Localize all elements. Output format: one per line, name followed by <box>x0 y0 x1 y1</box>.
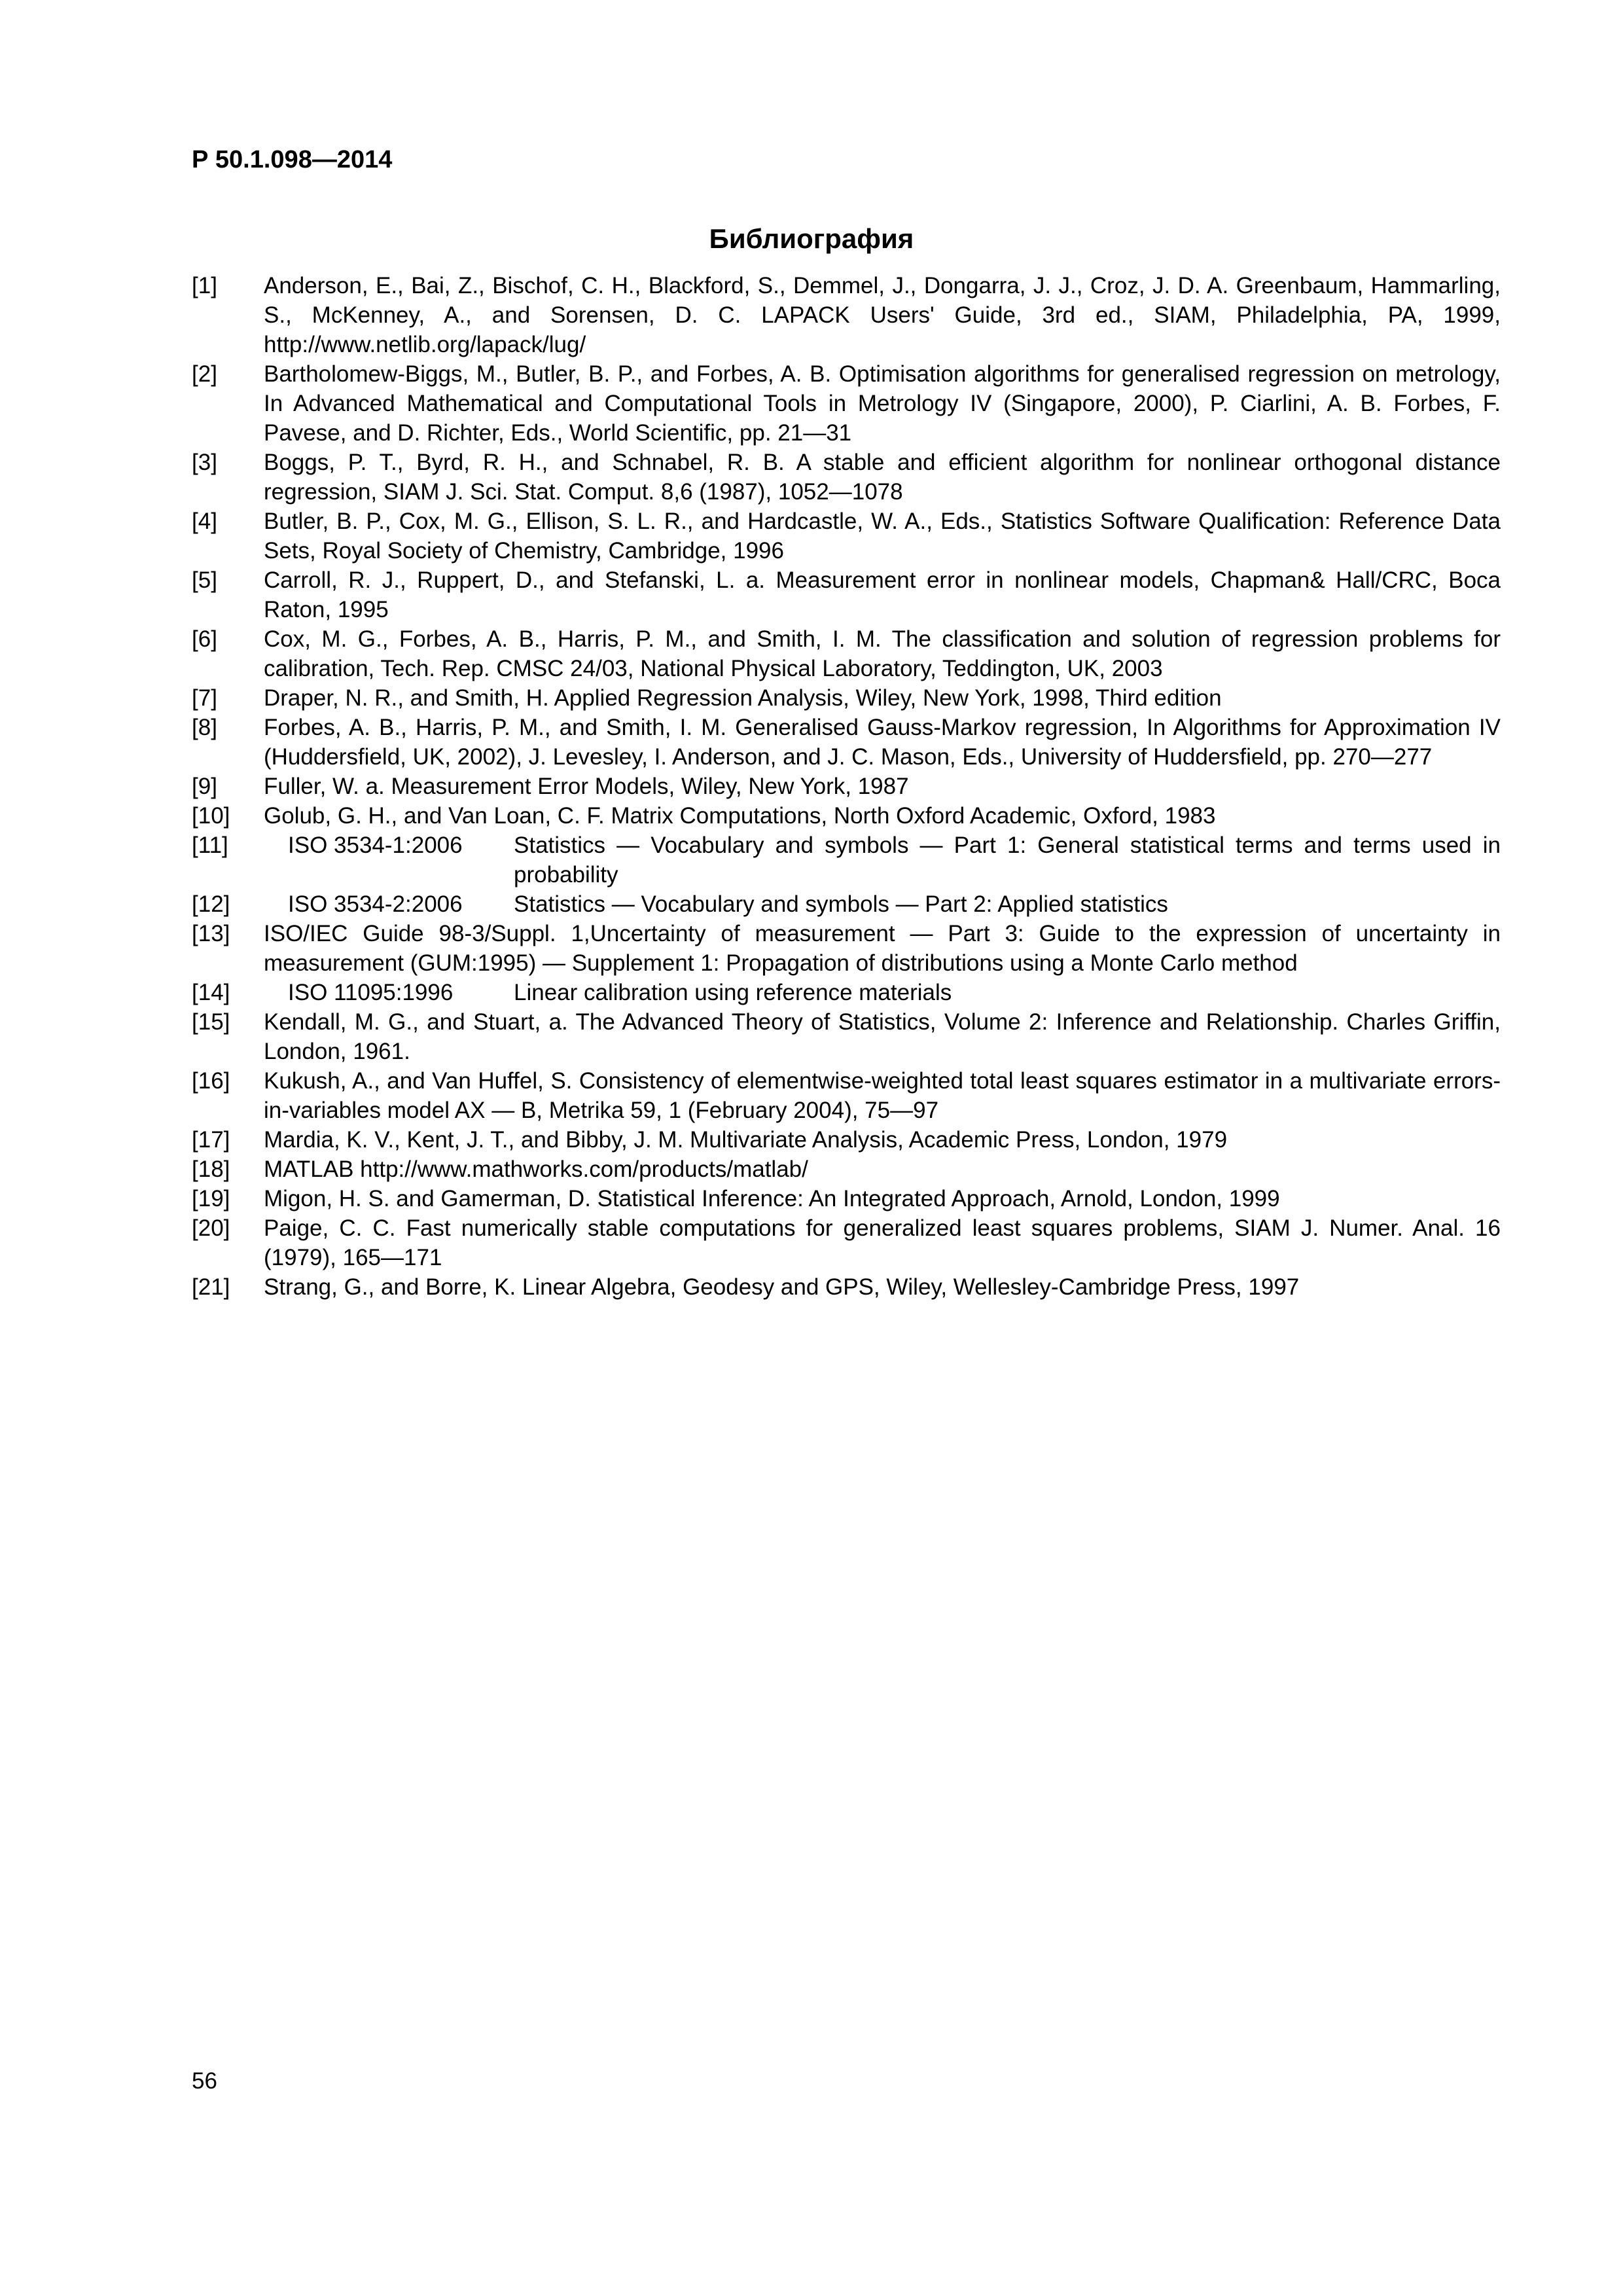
section-title: Библиография <box>709 223 914 254</box>
reference-list <box>192 271 1501 1302</box>
reference-number: [15] <box>192 1009 230 1035</box>
reference-number: [18] <box>192 1157 230 1182</box>
reference-item <box>192 507 1501 565</box>
reference-number: [19] <box>192 1186 230 1211</box>
reference-item <box>192 919 1501 978</box>
reference-number: [6] <box>192 626 217 652</box>
reference-number: [1] <box>192 273 217 298</box>
reference-item <box>192 683 1501 713</box>
reference-text: Boggs, P. T., Byrd, R. H., and Schnabel, R. B. A stable and efficient algorithm for nonlinear orthogonal distance regression, SIAM J. Sci. Stat. Comput. 8,6 (1987), 1052—1078 <box>264 450 1501 505</box>
reference-item <box>192 801 1501 831</box>
reference-number: [7] <box>192 685 217 711</box>
reference-text: Forbes, A. B., Harris, P. M., and Smith, I. M. Generalised Gauss-Markov regression, In Algorithms for Approximation IV (Huddersfield, UK, 2002), J. Levesley, I. Anderson, and J. C. Mason, Eds., University of Huddersfield, pp. 270—277 <box>264 715 1501 770</box>
document-number: Р 50.1.098—2014 <box>192 146 393 173</box>
reference-number: [13] <box>192 921 230 946</box>
reference-text: Paige, C. C. Fast numerically stable computations for generalized least squares problems, SIAM J. Numer. Anal. 16 (1979), 165—171 <box>264 1215 1501 1270</box>
reference-item <box>192 271 1501 359</box>
reference-standard-code: ISO 11095:1996 <box>288 980 454 1005</box>
reference-text: Carroll, R. J., Ruppert, D., and Stefanski, L. a. Measurement error in nonlinear models, Chapman& Hall/CRC, Boca Raton, 1995 <box>264 567 1501 622</box>
reference-text: Anderson, E., Bai, Z., Bischof, C. H., Blackford, S., Demmel, J., Dongarra, J. J., Croz, J. D. A. Greenbaum, Hammarling, S., McKenney, A., and Sorensen, D. C. LAPACK Users' Guide, 3rd ed., SIAM, Philadelphia, PA, 1999, http://www.netlib.org/lapack/lug/ <box>264 273 1501 357</box>
reference-text: Mardia, K. V., Kent, J. T., and Bibby, J. M. Multivariate Analysis, Academic Press, London, 1979 <box>264 1127 1228 1153</box>
reference-text: Bartholomew-Biggs, M., Butler, B. P., and Forbes, A. B. Optimisation algorithms for generalised regression on metrology, In Advanced Mathematical and Computational Tools in Metrology IV (Singapore, 2000), P. Ciarlini, A. B. Forbes, F. Pavese, and D. Richter, Eds., World Scientific, pp. 21—31 <box>264 361 1501 446</box>
reference-text: Butler, B. P., Cox, M. G., Ellison, S. L. R., and Hardcastle, W. A., Eds., Statistics Software Qualification: Reference Data Sets, Royal Society of Chemistry, Cambridge, 1996 <box>264 509 1501 564</box>
reference-item <box>192 1184 1501 1213</box>
reference-item <box>192 565 1501 624</box>
reference-item <box>192 359 1501 448</box>
reference-number: [2] <box>192 361 217 387</box>
reference-number: [9] <box>192 774 217 799</box>
reference-text: Cox, M. G., Forbes, A. B., Harris, P. M., and Smith, I. M. The classification and solution of regression problems for calibration, Tech. Rep. CMSC 24/03, National Physical Laboratory, Teddington, UK, 2003 <box>264 626 1501 681</box>
reference-number: [3] <box>192 450 217 475</box>
reference-number: [21] <box>192 1274 230 1300</box>
reference-text: Golub, G. H., and Van Loan, C. F. Matrix Computations, North Oxford Academic, Oxford, 1983 <box>264 803 1216 829</box>
reference-text: MATLAB http://www.mathworks.com/products/matlab/ <box>264 1157 808 1182</box>
reference-item <box>192 889 1501 919</box>
reference-item <box>192 1155 1501 1184</box>
reference-item <box>192 1213 1501 1272</box>
reference-standard-code: ISO 3534-1:2006 <box>288 833 463 858</box>
reference-item <box>192 624 1501 683</box>
reference-number: [8] <box>192 715 217 740</box>
reference-standard-title: Statistics — Vocabulary and symbols — Part 1: General statistical terms and terms used in probability <box>514 833 1501 888</box>
reference-item <box>192 772 1501 801</box>
reference-number: [16] <box>192 1068 230 1094</box>
reference-number: [12] <box>192 891 230 917</box>
reference-text: Kukush, A., and Van Huffel, S. Consistency of elementwise-weighted total least squares estimator in a multivariate errors-in-variables model AX — B, Metrika 59, 1 (February 2004), 75—97 <box>264 1068 1501 1123</box>
reference-item <box>192 978 1501 1007</box>
reference-text: Fuller, W. a. Measurement Error Models, Wiley, New York, 1987 <box>264 774 909 799</box>
reference-standard-title: Statistics — Vocabulary and symbols — Part 2: Applied statistics <box>514 891 1168 917</box>
reference-text: Kendall, M. G., and Stuart, a. The Advanced Theory of Statistics, Volume 2: Inference and Relationship. Charles Griffin, London, 1961. <box>264 1009 1501 1064</box>
reference-item <box>192 713 1501 772</box>
reference-text: Draper, N. R., and Smith, H. Applied Regression Analysis, Wiley, New York, 1998, Third edition <box>264 685 1222 711</box>
reference-item <box>192 831 1501 889</box>
reference-item <box>192 1125 1501 1155</box>
reference-text: Migon, H. S. and Gamerman, D. Statistical Inference: An Integrated Approach, Arnold, London, 1999 <box>264 1186 1280 1211</box>
reference-standard-code: ISO 3534-2:2006 <box>288 891 463 917</box>
reference-item <box>192 1007 1501 1066</box>
page-number: 56 <box>192 2068 217 2094</box>
reference-item <box>192 1066 1501 1125</box>
reference-text: Strang, G., and Borre, K. Linear Algebra, Geodesy and GPS, Wiley, Wellesley-Cambridge Press, 1997 <box>264 1274 1300 1300</box>
reference-item <box>192 1272 1501 1302</box>
reference-number: [11] <box>192 833 228 858</box>
reference-number: [17] <box>192 1127 230 1153</box>
reference-number: [10] <box>192 803 230 829</box>
reference-item <box>192 448 1501 507</box>
reference-text: ISO/IEC Guide 98-3/Suppl. 1,Uncertainty of measurement — Part 3: Guide to the expression of uncertainty in measurement (GUM:1995) — Supplement 1: Propagation of distributions using a Monte Carlo method <box>264 921 1501 976</box>
reference-number: [5] <box>192 567 217 593</box>
reference-number: [14] <box>192 980 230 1005</box>
reference-number: [4] <box>192 509 217 534</box>
reference-number: [20] <box>192 1215 230 1241</box>
reference-standard-title: Linear calibration using reference materials <box>514 980 952 1005</box>
